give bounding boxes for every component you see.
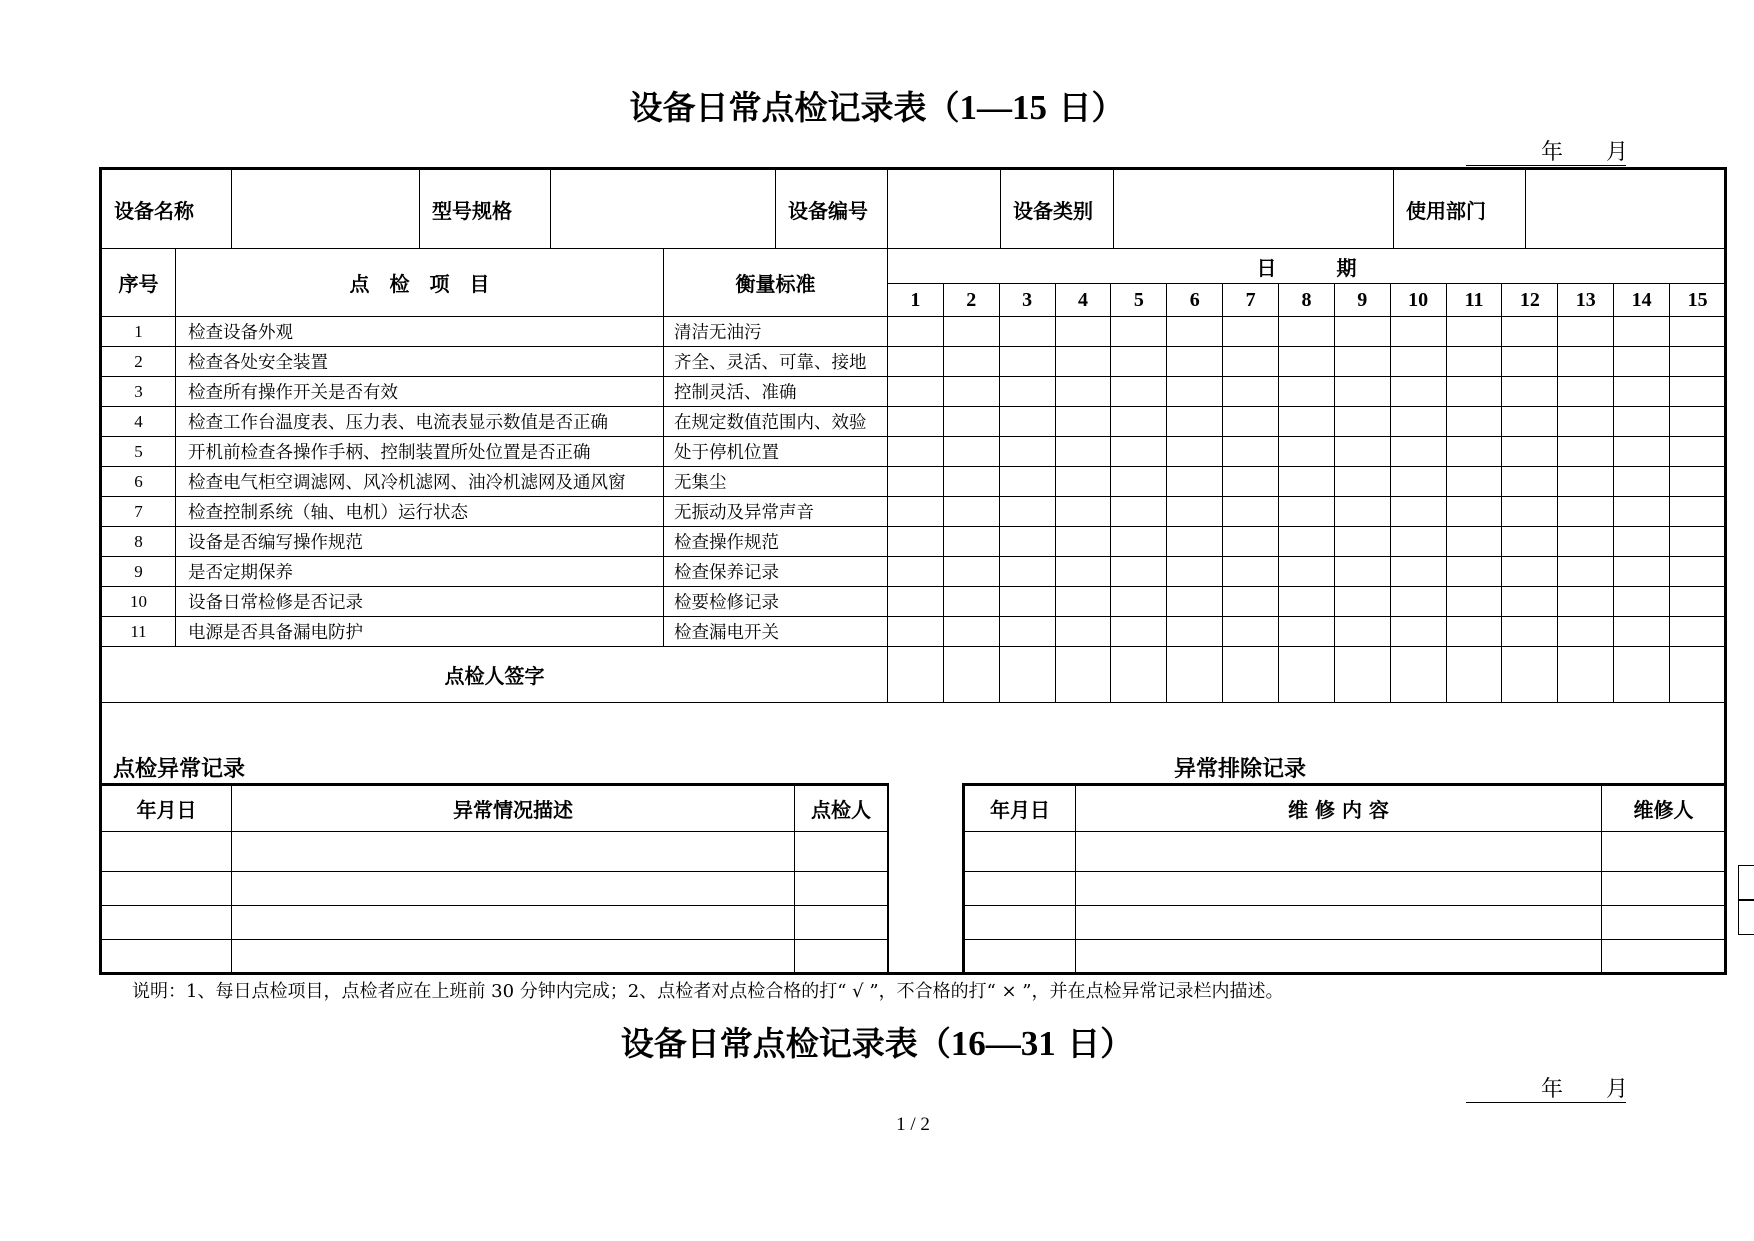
item-standard: 无集尘 bbox=[664, 467, 888, 497]
item-name: 检查控制系统（轴、电机）运行状态 bbox=[176, 497, 664, 527]
page-title-1: 设备日常点检记录表（1—15 日） bbox=[629, 88, 1125, 127]
day-header-11: 11 bbox=[1446, 284, 1502, 317]
fix-record-title: 异常排除记录 bbox=[1174, 757, 1307, 782]
abnormal-record-frame bbox=[99, 783, 889, 975]
item-seq: 8 bbox=[102, 527, 176, 557]
item-name: 设备日常检修是否记录 bbox=[176, 587, 664, 617]
fix-date-header: 年月日 bbox=[965, 786, 1076, 832]
item-standard: 处于停机位置 bbox=[664, 437, 888, 467]
day-header-2: 2 bbox=[943, 284, 999, 317]
day-header-5: 5 bbox=[1111, 284, 1167, 317]
item-name: 是否定期保养 bbox=[176, 557, 664, 587]
item-seq: 4 bbox=[102, 407, 176, 437]
item-standard: 检查漏电开关 bbox=[664, 617, 888, 647]
item-standard: 齐全、灵活、可靠、接地 bbox=[664, 347, 888, 377]
note-text: 说明：1、每日点检项目，点检者应在上班前 30 分钟内完成；2、点检者对点检合格的打“ √ ”，不合格的打“ × ”，并在点检异常记录栏内描述。 bbox=[132, 981, 1284, 1002]
year-month-line-2 bbox=[1466, 1072, 1629, 1103]
item-seq: 5 bbox=[102, 437, 176, 467]
fix-content-header: 维 修 内 容 bbox=[1076, 786, 1602, 832]
abnormal-desc-header: 异常情况描述 bbox=[232, 786, 795, 832]
month-label: 月 bbox=[1606, 140, 1629, 165]
year-month-line-1 bbox=[1466, 135, 1629, 166]
item-name: 设备是否编写操作规范 bbox=[176, 527, 664, 557]
device-name-label: 设备名称 bbox=[102, 170, 232, 249]
day-header-1: 1 bbox=[888, 284, 944, 317]
item-seq: 7 bbox=[102, 497, 176, 527]
item-seq: 6 bbox=[102, 467, 176, 497]
day-header-6: 6 bbox=[1167, 284, 1223, 317]
item-standard: 检查保养记录 bbox=[664, 557, 888, 587]
day-header-13: 13 bbox=[1558, 284, 1614, 317]
day-header-12: 12 bbox=[1502, 284, 1558, 317]
item-name: 检查工作台温度表、压力表、电流表显示数值是否正确 bbox=[176, 407, 664, 437]
abnormal-date-header: 年月日 bbox=[102, 786, 232, 832]
date-header: 日 期 bbox=[888, 249, 1726, 284]
item-standard: 清洁无油污 bbox=[664, 317, 888, 347]
page-number: 1 / 2 bbox=[896, 1114, 930, 1135]
item-seq: 1 bbox=[102, 317, 176, 347]
item-seq: 10 bbox=[102, 587, 176, 617]
month-label: 月 bbox=[1606, 1077, 1629, 1102]
item-name: 开机前检查各操作手柄、控制装置所处位置是否正确 bbox=[176, 437, 664, 467]
item-standard: 控制灵活、准确 bbox=[664, 377, 888, 407]
day-header-10: 10 bbox=[1390, 284, 1446, 317]
day-header-3: 3 bbox=[999, 284, 1055, 317]
side-tick-mark bbox=[1738, 899, 1754, 935]
device-no-label: 设备编号 bbox=[776, 170, 888, 249]
item-name: 检查电气柜空调滤网、风冷机滤网、油冷机滤网及通风窗 bbox=[176, 467, 664, 497]
device-type-label: 设备类别 bbox=[1001, 170, 1114, 249]
item-name: 检查所有操作开关是否有效 bbox=[176, 377, 664, 407]
item-name: 检查各处安全装置 bbox=[176, 347, 664, 377]
seq-header: 序号 bbox=[102, 249, 176, 317]
year-label: 年 bbox=[1541, 1077, 1564, 1102]
item-standard: 检要检修记录 bbox=[664, 587, 888, 617]
item-standard: 在规定数值范围内、效验 bbox=[664, 407, 888, 437]
day-header-15: 15 bbox=[1670, 284, 1726, 317]
side-tick-mark bbox=[1738, 865, 1754, 901]
day-header-4: 4 bbox=[1055, 284, 1111, 317]
item-header: 点 检 项 目 bbox=[176, 249, 664, 317]
day-header-8: 8 bbox=[1279, 284, 1335, 317]
page-title-2: 设备日常点检记录表（16—31 日） bbox=[620, 1024, 1134, 1063]
abnormal-record-title: 点检异常记录 bbox=[113, 757, 246, 782]
model-spec-label: 型号规格 bbox=[420, 170, 551, 249]
item-seq: 11 bbox=[102, 617, 176, 647]
abnormal-person-header: 点检人 bbox=[795, 786, 888, 832]
fix-person-header: 维修人 bbox=[1602, 786, 1726, 832]
item-name: 电源是否具备漏电防护 bbox=[176, 617, 664, 647]
item-seq: 9 bbox=[102, 557, 176, 587]
item-standard: 无振动及异常声音 bbox=[664, 497, 888, 527]
item-seq: 3 bbox=[102, 377, 176, 407]
item-seq: 2 bbox=[102, 347, 176, 377]
day-header-7: 7 bbox=[1223, 284, 1279, 317]
department-label: 使用部门 bbox=[1394, 170, 1526, 249]
day-header-9: 9 bbox=[1334, 284, 1390, 317]
fix-record-frame bbox=[962, 783, 1727, 975]
item-standard: 检查操作规范 bbox=[664, 527, 888, 557]
inspector-sign-label: 点检人签字 bbox=[102, 647, 888, 703]
year-label: 年 bbox=[1541, 140, 1564, 165]
standard-header: 衡量标准 bbox=[664, 249, 888, 317]
item-name: 检查设备外观 bbox=[176, 317, 664, 347]
day-header-14: 14 bbox=[1614, 284, 1670, 317]
